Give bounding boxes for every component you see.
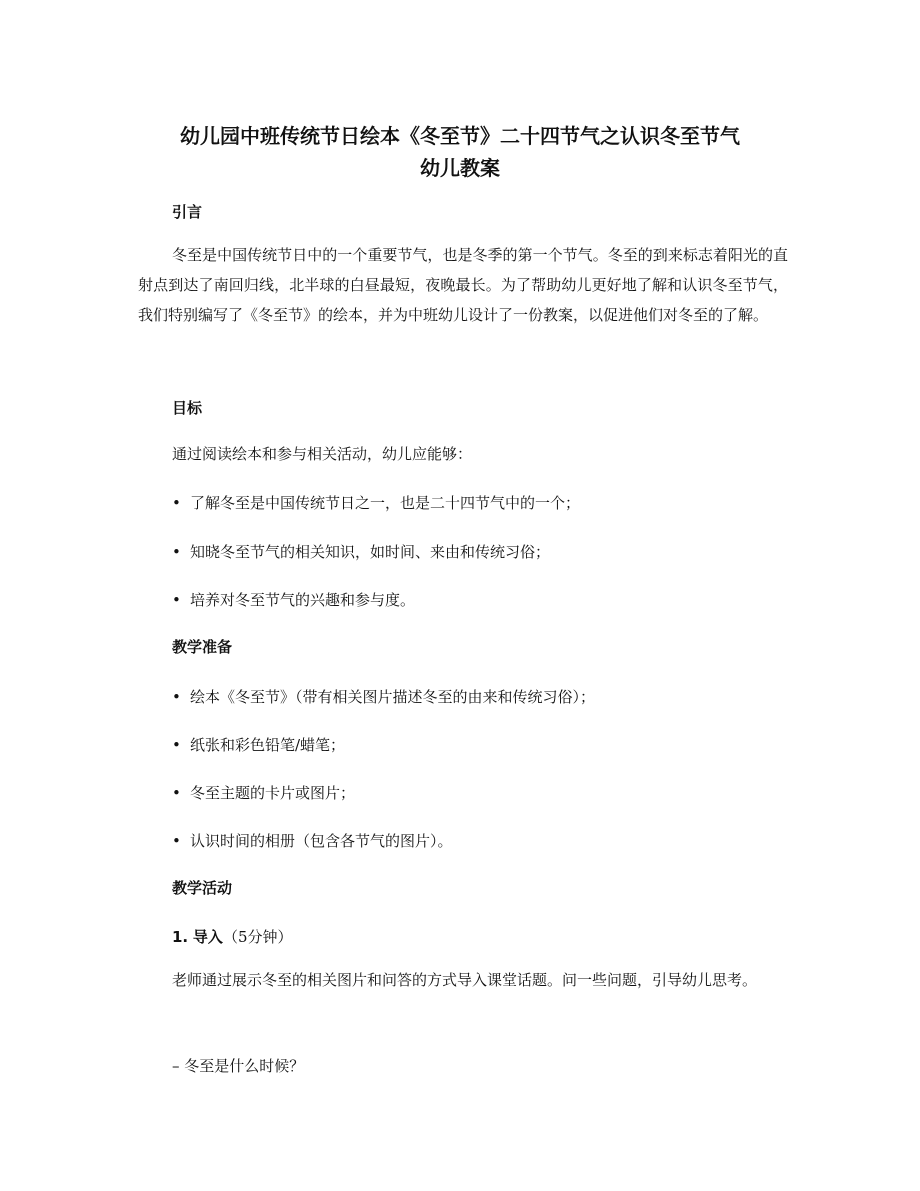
bullet-marker: •	[172, 688, 181, 706]
step-1-paragraph: 老师通过展示冬至的相关图片和问答的方式导入课堂话题。问一些问题，引导幼儿思考。	[172, 971, 758, 989]
goal-item: • 培养对冬至节气的兴趣和参与度。	[172, 591, 416, 609]
bullet-marker: •	[172, 591, 181, 609]
bullet-marker: •	[172, 543, 181, 561]
bullet-marker: •	[172, 494, 181, 512]
goals-heading: 目标	[172, 399, 203, 417]
intro-heading: 引言	[172, 203, 203, 221]
step-1-heading	[172, 926, 292, 947]
title-line-2: 幼儿教案	[420, 156, 500, 180]
document-title	[120, 120, 800, 184]
prep-item: • 冬至主题的卡片或图片；	[172, 784, 356, 802]
bullet-marker: •	[172, 832, 181, 850]
step-1-question: – 冬至是什么时候？	[172, 1057, 305, 1075]
step-1-duration: （5分钟）	[222, 928, 293, 946]
prep-heading: 教学准备	[172, 638, 233, 656]
goals-lead: 通过阅读绘本和参与相关活动，幼儿应能够：	[172, 445, 473, 463]
intro-paragraph: 冬至是中国传统节日中的一个重要节气，也是冬季的第一个节气。冬至的到来标志着阳光的直射点到达了南回归线，北半球的白昼最短，夜晚最长。为了帮助幼儿更好地了解和认识冬至节气，我们特别编写了《冬至节》的绘本，并为中班幼儿设计了一份教案，以促进他们对冬至的了解。	[138, 246, 788, 324]
step-1-number: 1.	[172, 928, 189, 946]
bullet-marker: •	[172, 784, 181, 802]
goal-item: • 了解冬至是中国传统节日之一，也是二十四节气中的一个；	[172, 494, 581, 512]
prep-item: • 绘本《冬至节》（带有相关图片描述冬至的由来和传统习俗）；	[172, 688, 596, 706]
prep-item: • 纸张和彩色铅笔/蜡笔；	[172, 736, 346, 754]
prep-item: • 认识时间的相册（包含各节气的图片）。	[172, 832, 453, 850]
bullet-marker: •	[172, 736, 181, 754]
title-line-1: 幼儿园中班传统节日绘本《冬至节》二十四节气之认识冬至节气	[180, 124, 740, 148]
goal-item: • 知晓冬至节气的相关知识，如时间、来由和传统习俗；	[172, 543, 551, 561]
activities-heading: 教学活动	[172, 879, 233, 897]
step-1-title: 导入	[192, 928, 223, 946]
